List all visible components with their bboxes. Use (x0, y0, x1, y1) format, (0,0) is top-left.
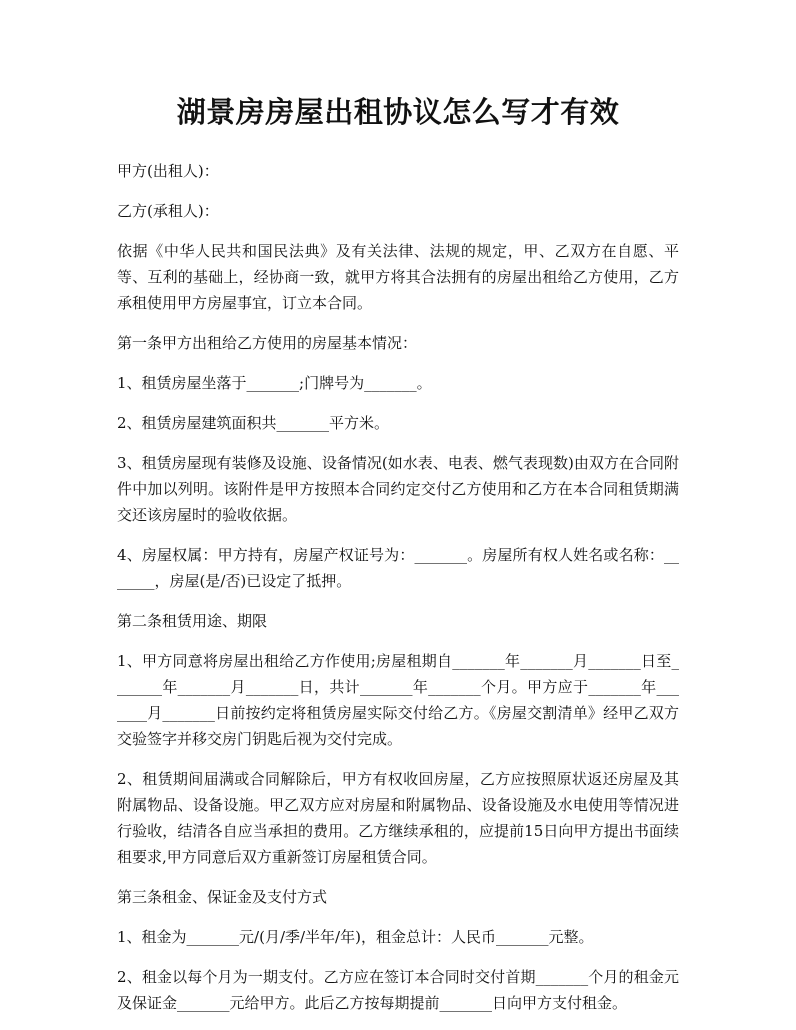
party-a-line: 甲方(出租人)： (117, 162, 219, 180)
article-2-heading: 第二条租赁用途、期限 (117, 612, 268, 630)
article-1-clause-2: 2、租赁房屋建筑面积共_______平方米。 (117, 414, 390, 432)
article-3-clause-1: 1、租金为_______元/(月/季/半年/年)，租金总计：人民币_______元整。 (117, 928, 594, 946)
article-3-heading: 第三条租金、保证金及支付方式 (117, 888, 328, 906)
document-title: 湖景房房屋出租协议怎么写才有效 (176, 95, 620, 129)
article-1-clause-3: 3、租赁房屋现有装修及设施、设备情况(如水表、电表、燃气表现数)由双方在合同附件中加以列明。该附件是甲方按照本合同约定交付乙方使用和乙方在本合同租赁期满交还该房屋时的验收依据。 (117, 454, 679, 524)
article-1-heading: 第一条甲方出租给乙方使用的房屋基本情况： (117, 334, 418, 352)
party-b-line: 乙方(承租人)： (117, 202, 219, 220)
article-1-clause-4: 4、房屋权属：甲方持有，房屋产权证号为：_______。房屋所有权人姓名或名称：_______，房屋(是/否)已设定了抵押。 (117, 546, 679, 590)
article-1-clause-1: 1、租赁房屋坐落于_______;门牌号为_______。 (117, 374, 432, 392)
preamble-paragraph: 依据《中华人民共和国民法典》及有关法律、法规的规定，甲、乙双方在自愿、平等、互利的基础上，经协商一致，就甲方将其合法拥有的房屋出租给乙方使用，乙方承租使用甲方房屋事宜，订立本合同。 (117, 242, 679, 312)
article-3-clause-2: 2、租金以每个月为一期支付。乙方应在签订本合同时交付首期_______个月的租金元及保证金_______元给甲方。此后乙方按每期提前_______日向甲方支付租金。 (117, 968, 679, 1012)
article-2-clause-1: 1、甲方同意将房屋出租给乙方作使用;房屋租期自_______年_______月_______日至_______年_______月_______日，共计_______年_______个月。甲方应于_______年_______月_______日前按约定将租赁房屋实际交付给乙方。《房屋交割清单》经甲乙双方交验签字并移交房门钥匙后视为交付完成。 (117, 652, 679, 748)
article-2-clause-2: 2、租赁期间届满或合同解除后，甲方有权收回房屋，乙方应按照原状返还房屋及其附属物品、设备设施。甲乙双方应对房屋和附属物品、设备设施及水电使用等情况进行验收，结清各自应当承担的费用。乙方继续承租的，应提前15日向甲方提出书面续租要求,甲方同意后双方重新签订房屋租赁合同。 (117, 770, 679, 866)
